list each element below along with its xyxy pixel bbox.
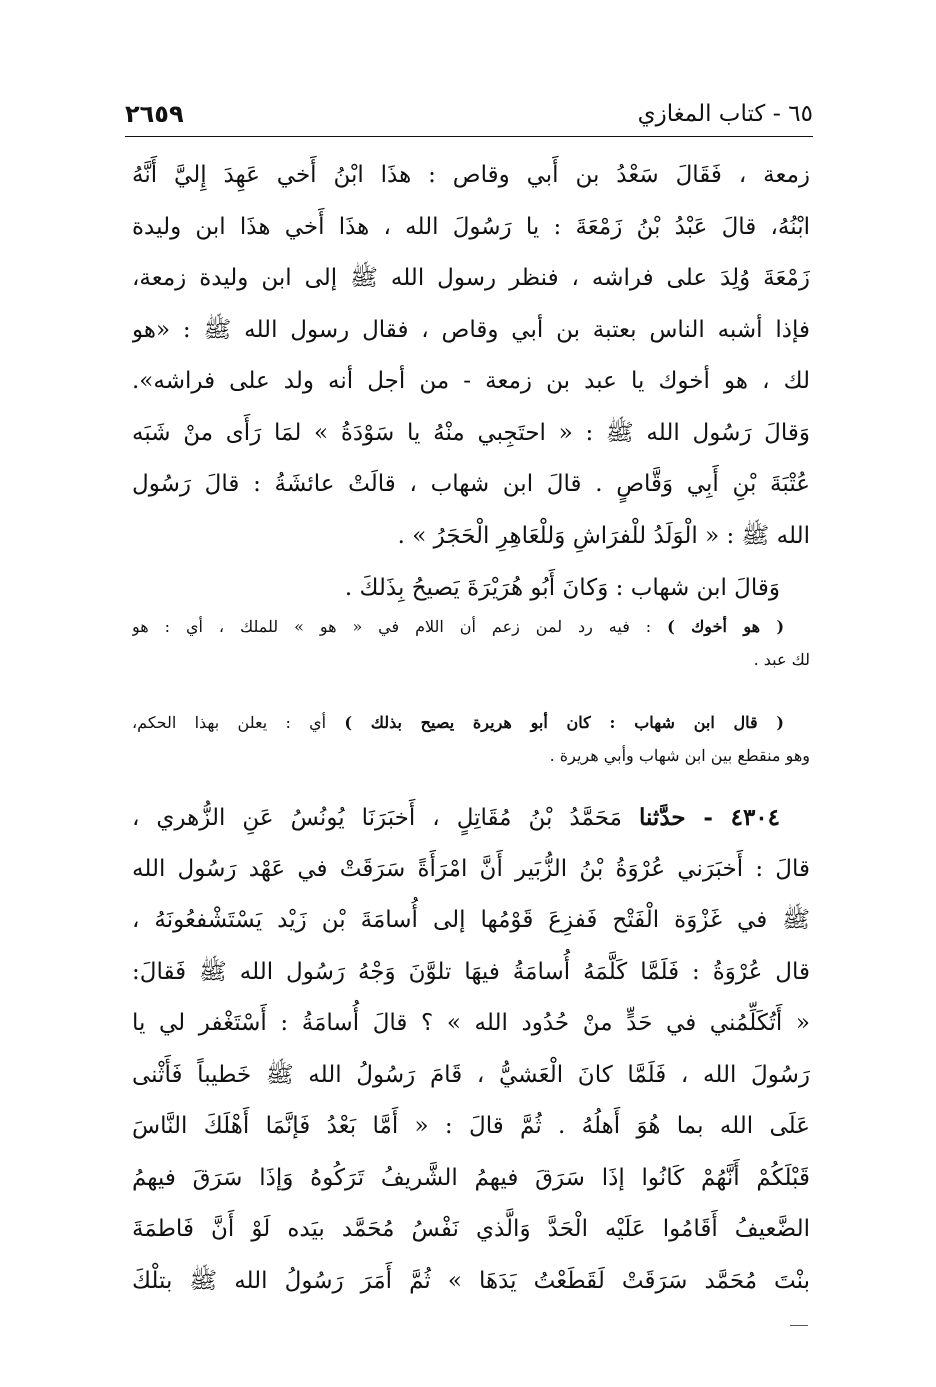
text-line xyxy=(132,610,810,643)
running-title: ٦٥ - كتاب المغازي xyxy=(637,101,813,127)
text-line: ﷺ في غَزْوَة الْفَتْح فَفزِعَ قَوْمُها إلى أُسامَةَ بْن زَيْد يَسْتَشْفعُونَهُ ، xyxy=(132,907,810,933)
commentary-text: أي : يعلن بهذا الحكم، xyxy=(132,713,345,732)
text-line: عُتْبَةَ بْنِ أَبِي وَقَّاصٍ . قالَ ابن شهاب ، قالَتْ عائشَةُ : قالَ رَسُول xyxy=(132,471,810,497)
text-line: الضَّعيفُ أَقَامُوا عَلَيْه الْحَدَّ وَالَّذي نَفْسُ مُحَمَّد بيَده لَوْ أَنَّ فَاطمَةَ xyxy=(132,1216,810,1242)
commentary-term: ( قال ابن شهاب : كان أبو هريرة يصيح بذلك ) xyxy=(344,713,785,732)
text-line: الله ﷺ : « الْوَلَدُ للْفرَاشِ وَللْعَاهِرِ الْحَجَرُ » . xyxy=(397,522,810,549)
commentary-hua-akhuk xyxy=(132,610,810,676)
commentary-ibn-shihab xyxy=(132,706,810,772)
text-line: لك ، هو أخوك يا عبد بن زمعة - من أجل أنه ولد على فراشه». xyxy=(132,368,810,394)
hadith-number: ٤٣٠٤ - xyxy=(703,804,781,831)
text-line: عَلَى الله بما هُوَ أَهلُهُ . ثُمَّ قالَ : « أَمَّا بَعْدُ فَإنَّمَا أَهْلَكَ النَّاسَ xyxy=(132,1113,810,1139)
commentary-term: ( هو أخوك ) xyxy=(667,617,785,636)
text-line: بنْتَ مُحَمَّد سَرَقَتْ لَقَطَعْتُ يَدَهَا » ثُمَّ أَمَرَ رَسُولُ الله ﷺ بتلْكَ xyxy=(132,1267,810,1294)
text-line: لك عبد . xyxy=(753,650,810,669)
text-line: رَسُولَ الله ، فَلَمَّا كانَ الْعَشيُّ ، قَامَ رَسُولُ الله ﷺ خَطيباً فَأَثْنى xyxy=(132,1061,810,1088)
text-line xyxy=(132,706,810,739)
text-line: فإذا أشبه الناس بعتبة بن أبي وقاص ، فقال رسول الله ﷺ : «هو xyxy=(132,316,810,343)
text-line: وَقالَ رَسُول الله ﷺ : « احتَجِبي منْهُ يا سَوْدَةُ » لمَا رَأَى منْ شَبَه xyxy=(132,419,810,446)
text-line: زَمْعَةَ وُلِدَ على فراشه ، فنظر رسول الله ﷺ إلى ابن وليدة زمعة، xyxy=(132,265,810,291)
commentary-text: : فيه رد لمن زعم أن اللام في « هو » للملك ، أي : هو xyxy=(132,617,668,636)
text-line: ابْنُهُ، قالَ عَبْدُ بْنُ زَمْعَةَ : يا رَسُولَ الله ، هذَا أَخي هذَا ابن وليدة xyxy=(132,213,810,240)
text-line: « أَتُكَلِّمُني في حَدٍّ منْ حُدُود الله » ؟ قالَ أُسامَةُ : أَسْتَغْفر لي يا xyxy=(132,1010,810,1036)
text-line: قال عُرْوَةُ : فَلَمَّا كَلَّمَهُ أُسامَةُ فيهَا تلوَّنَ وَجْهُ رَسُول الله ﷺ فَقالَ: xyxy=(132,958,810,985)
text-line: وهو منقطع بين ابن شهاب وأبي هريرة . xyxy=(549,746,810,765)
page-header xyxy=(125,92,813,137)
text-line: قالَ : أَخبَرَني عُرْوَةُ بْنُ الزُّبَير أَنَّ امْرَأَةً سَرَقَتْ في عَهْد رَسُول الله xyxy=(132,855,810,882)
hadith-continuation xyxy=(132,150,810,562)
text-line: زمعة ، فَقَالَ سَعْدُ بن أَبي وقاص : هذَا ابْنُ أَخي عَهِدَ إِليَّ أَنَّهُ xyxy=(132,162,810,188)
hadith-lead: حدَّثنا xyxy=(638,804,704,831)
text-line xyxy=(132,792,810,844)
hadith-4304 xyxy=(132,792,810,1307)
hadith-chain: مَحَمَّدُ بْنُ مُقَاتِلٍ ، أَخبَرَنَا يُونُسُ عَنِ الزُّهري ، xyxy=(132,805,639,831)
continuation-mark xyxy=(790,1325,808,1326)
ibn-shihab-note xyxy=(132,563,810,615)
page-number: ٢٦٥٩ xyxy=(125,100,184,128)
text-line: قَبْلَكُمْ أَنَّهُمْ كَانُوا إذَا سَرَقَ فيهمُ الشَّريفُ تَرَكُوهُ وَإذَا سَرَقَ فيهمُ xyxy=(132,1164,810,1191)
text-line: وَقالَ ابن شهاب : وَكانَ أَبُو هُرَيْرَةَ يَصيحُ بِذَلكَ . xyxy=(344,575,780,601)
